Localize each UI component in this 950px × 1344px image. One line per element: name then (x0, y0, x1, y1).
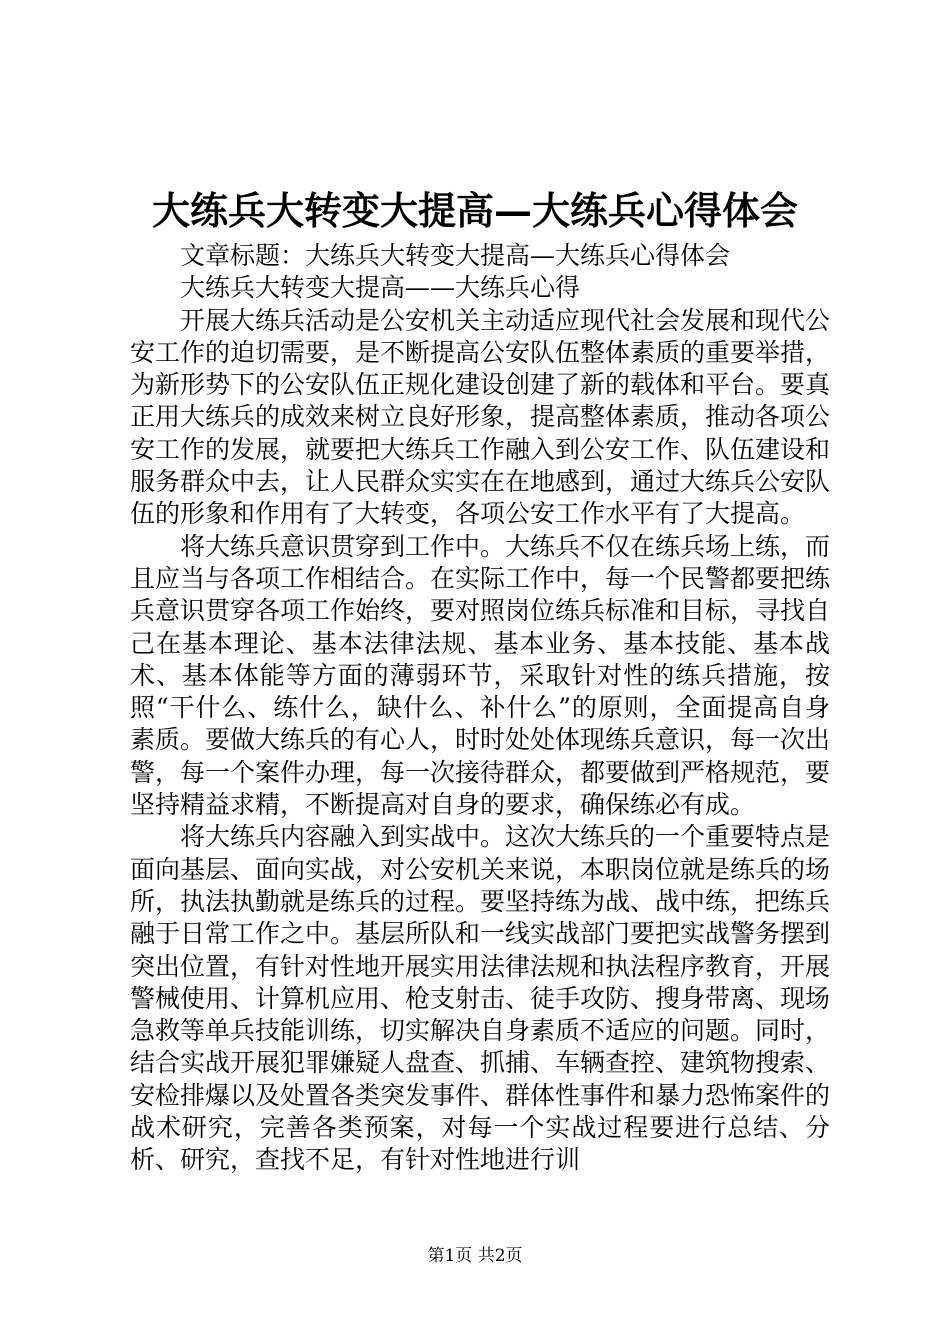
body-paragraph: 将大练兵意识贯穿到工作中。大练兵不仅在练兵场上练，而且应当与各项工作相结合。在实际工作中，每一个民警都要把练兵意识贯穿各项工作始终，要对照岗位练兵标准和目标，寻找自己在基本理论、基本法律法规、基本业务、基本技能、基本战术、基本体能等方面的薄弱环节，采取针对性的练兵措施，按照“干什么、练什么，缺什么、补什么”的原则，全面提高自身素质。要做大练兵的有心人，时时处处体现练兵意识，每一次出警，每一个案件办理，每一次接待群众，都要做到严格规范，要坚持精益求精，不断提高对自身的要求，确保练必有成。 (130, 531, 831, 820)
page-number: 第1页 共2页 (427, 1246, 523, 1266)
subtitle-line: 大练兵大转变大提高——大练兵心得 (180, 273, 581, 303)
body-paragraph: 开展大练兵活动是公安机关主动适应现代社会发展和现代公安工作的迫切需要，是不断提高公安队伍整体素质的重要举措，为新形势下的公安队伍正规化建设创建了新的载体和平台。要真正用大练兵的成效来树立良好形象，提高整体素质，推动各项公安工作的发展，就要把大练兵工作融入到公安工作、队伍建设和服务群众中去，让人民群众实实在在地感到，通过大练兵公安队伍的形象和作用有了大转变，各项公安工作水平有了大提高。 (130, 305, 831, 529)
document-title: 大练兵大转变大提高—大练兵心得体会 (151, 188, 798, 233)
document-body (130, 240, 830, 1177)
article-title-line: 文章标题：大练兵大转变大提高—大练兵心得体会 (180, 241, 731, 270)
body-paragraph: 将大练兵内容融入到实战中。这次大练兵的一个重要特点是面向基层、面向实战，对公安机关来说，本职岗位就是练兵的场所，执法执勤就是练兵的过程。要坚持练为战、战中练，把练兵融于日常工作之中。基层所队和一线实战部门要把实战警务摆到突出位置，有针对性地开展实用法律法规和执法程序教育，开展警械使用、计算机应用、枪支射击、徒手攻防、搜身带离、现场急救等单兵技能训练，切实解决自身素质不适应的问题。同时，结合实战开展犯罪嫌疑人盘查、抓捕、车辆查控、建筑物搜索、安检排爆以及处置各类突发事件、群体性事件和暴力恐怖案件的战术研究，完善各类预案，对每一个实战过程要进行总结、分析、研究，查找不足，有针对性地进行训 (130, 822, 831, 1175)
